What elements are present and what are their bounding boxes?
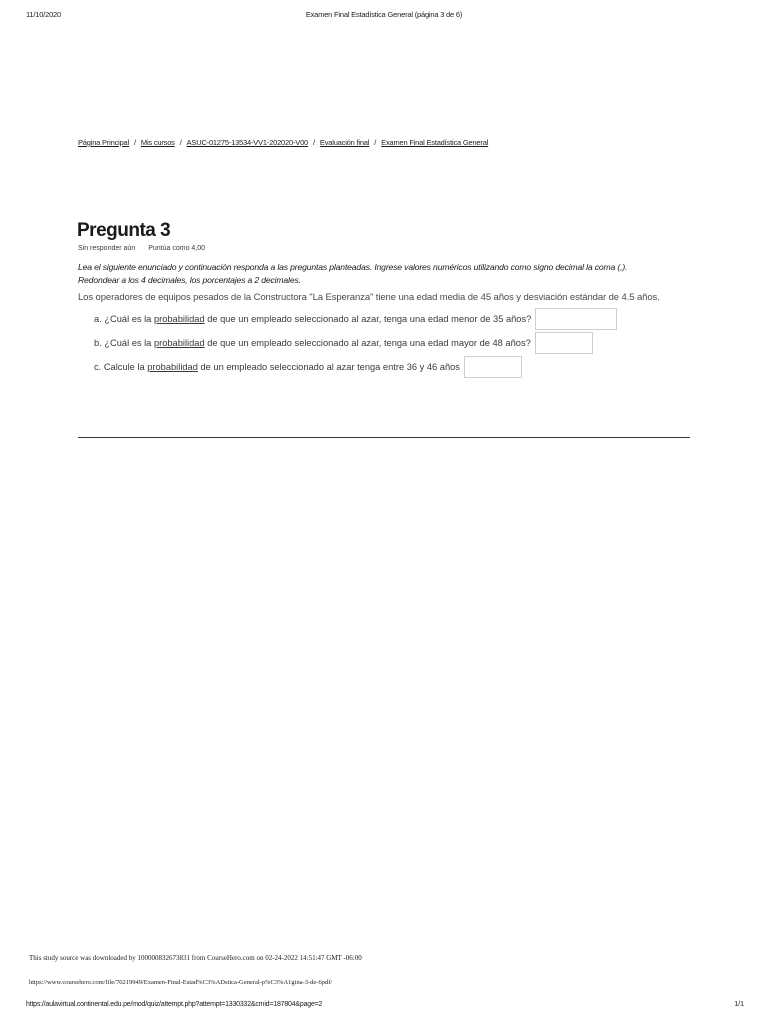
question-instructions	[78, 261, 698, 287]
glossary-link-probabilidad[interactable]: probabilidad	[153, 314, 205, 324]
breadcrumb-separator: /	[374, 138, 377, 147]
question-info	[78, 245, 205, 252]
question-title: Pregunta 3	[77, 220, 171, 241]
breadcrumb-my-courses[interactable]: Mis cursos	[140, 138, 175, 147]
sub-question-text	[94, 362, 460, 372]
print-date: 11/10/2020	[26, 10, 61, 19]
print-header	[0, 10, 768, 24]
breadcrumb-separator: /	[134, 138, 136, 147]
breadcrumb-exam[interactable]: Examen Final Estadística General	[381, 138, 489, 147]
breadcrumb	[78, 138, 488, 147]
source-link[interactable]: https://www.coursehero.com/file/70219949/Examen-Final-Estad%C3%ADstica-General-p%C3%A1gina-3-de-6pdf/	[29, 979, 333, 986]
answer-input-a[interactable]	[535, 308, 617, 330]
sub-question-prefix: a. ¿Cuál es la	[94, 314, 154, 324]
question-grade: Puntúa como 4,00	[148, 245, 206, 252]
sub-question-b	[94, 332, 694, 354]
sub-question-suffix: de un empleado seleccionado al azar tenga entre 36 y 46 años	[197, 362, 460, 372]
breadcrumb-separator: /	[179, 138, 182, 147]
sub-question-suffix: de que un empleado seleccionado al azar, tenga una edad menor de 35 años?	[204, 314, 532, 324]
sub-question-prefix: c. Calcule la	[94, 362, 148, 372]
download-notice: This study source was downloaded by 100000832673831 from CourseHero.com on 02-24-2022 14:51:47 GMT -06:00	[29, 954, 362, 962]
glossary-link-probabilidad[interactable]: probabilidad	[153, 338, 205, 348]
breadcrumb-course[interactable]: ASUC-01275-13534-VV1-202020-V00	[186, 138, 309, 147]
glossary-link-probabilidad[interactable]: probabilidad	[147, 362, 198, 372]
section-divider	[78, 437, 690, 438]
answer-input-b[interactable]	[535, 332, 593, 354]
sub-question-list	[94, 308, 694, 378]
sub-question-prefix: b. ¿Cuál es la	[94, 338, 154, 348]
sub-question-text	[94, 338, 531, 348]
question-statement: Los operadores de equipos pesados de la Constructora "La Esperanza" tiene una edad media de 45 años y desviación estándar de 4.5 años.	[78, 292, 660, 303]
breadcrumb-final-evaluation[interactable]: Evaluación final	[319, 138, 370, 147]
print-url: https://aulavirtual.continental.edu.pe/mod/quiz/attempt.php?attempt=1330332&cmid=187804&page=2	[26, 1001, 323, 1008]
sub-question-suffix: de que un empleado seleccionado al azar, tenga una edad mayor de 48 años?	[204, 338, 531, 348]
sub-question-c	[94, 356, 694, 378]
breadcrumb-separator: /	[313, 138, 315, 147]
sub-question-text	[94, 314, 531, 324]
print-title: Examen Final Estadística General (página 3 de 6)	[305, 10, 463, 19]
question-status: Sin responder aún	[78, 245, 136, 252]
sub-question-a	[94, 308, 694, 330]
print-page-number: 1/1	[734, 1001, 744, 1008]
instructions-line: Redondear a los 4 decimales, los porcentajes a 2 decimales.	[78, 275, 301, 285]
answer-input-c[interactable]	[464, 356, 522, 378]
instructions-line: Lea el siguiente enunciado y continuación responda a las preguntas planteadas. Ingrese valores numéricos utilizando como signo decimal la coma (,).	[78, 262, 628, 272]
breadcrumb-home[interactable]: Página Principal	[78, 138, 129, 147]
